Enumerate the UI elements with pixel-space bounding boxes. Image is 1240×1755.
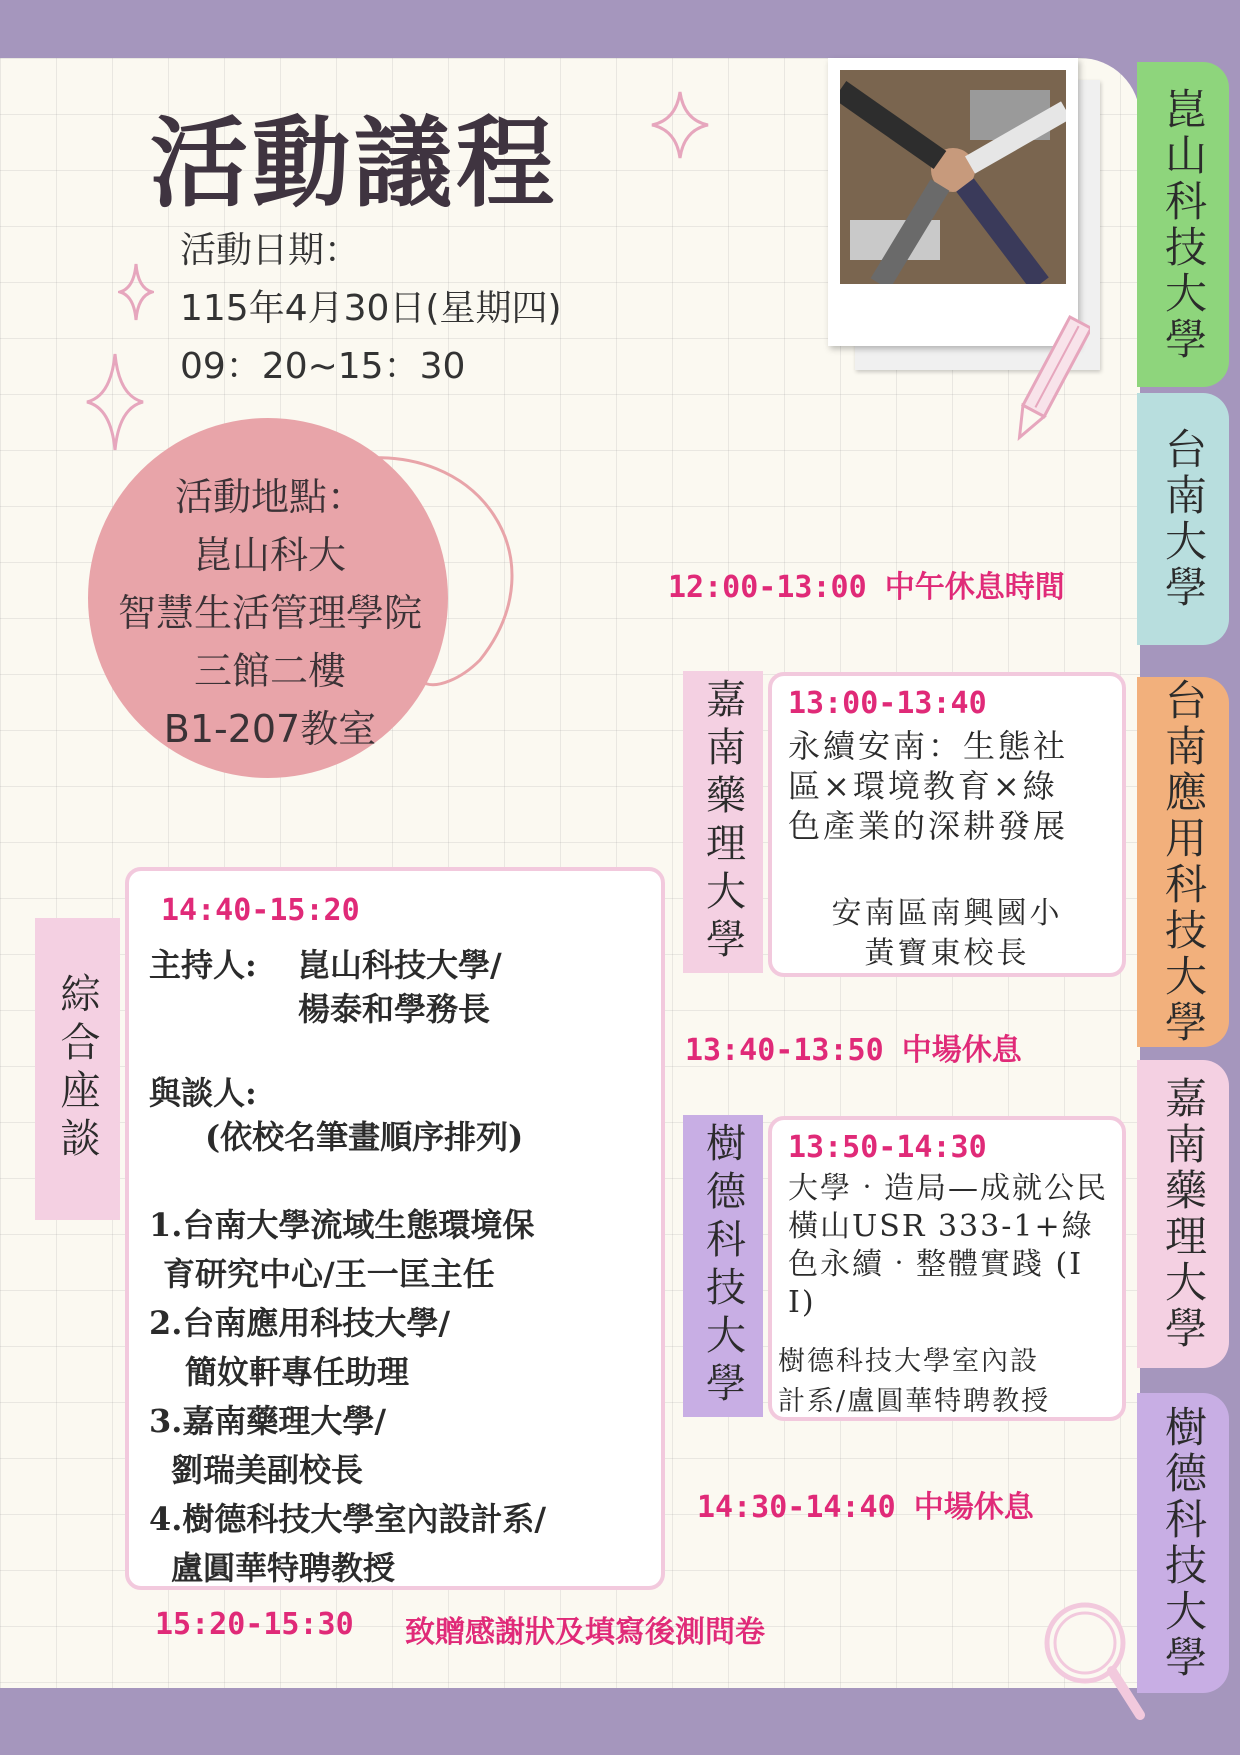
- session2-school-label: 樹德科技大學: [683, 1115, 763, 1417]
- venue-college: 智慧生活管理學院: [117, 591, 422, 635]
- closing-time: 15:20-15:30: [155, 1607, 354, 1642]
- venue-school: 崑山科大: [193, 533, 346, 577]
- pencil-icon: [1010, 305, 1090, 455]
- forum-label: 綜合座談: [35, 918, 120, 1220]
- magnifier-icon: [1040, 1595, 1150, 1730]
- session2-speaker: 樹德科技大學室內設 計系/盧圓華特聘教授: [778, 1346, 1051, 1417]
- session1-speaker: 安南區南興國小 黃寶東校長: [831, 896, 1063, 971]
- tab-shu-te[interactable]: 樹德科技大學: [1137, 1393, 1229, 1693]
- session1-card: [768, 672, 1126, 977]
- session2-card: [768, 1116, 1126, 1421]
- time-value: 09：20~15：30: [180, 346, 466, 387]
- session2-topic: 大學‧造局—成就公民橫山USR 333-1+綠色永續‧整體實踐 (II): [788, 1171, 1108, 1320]
- sparkle-icon: [650, 90, 710, 160]
- venue-text: [80, 468, 460, 758]
- panel-note: (依校名筆畫順序排列): [205, 1118, 524, 1156]
- panelist-1: 1.台南大學流域生態環境保: [149, 1206, 535, 1244]
- hands-illustration: [840, 70, 1066, 284]
- tab-tainan-applied-tech[interactable]: 台南應用科技大學: [1137, 677, 1229, 1047]
- tab-kun-shan[interactable]: 崑山科技大學: [1137, 62, 1229, 387]
- lunch-break: 12:00-13:00 中午休息時間: [668, 570, 1065, 605]
- tab-tainan-university[interactable]: 台南大學: [1137, 393, 1229, 645]
- session1-time: 13:00-13:40: [788, 686, 987, 721]
- midbreak-2: 14:30-14:40 中場休息: [697, 1490, 1034, 1525]
- forum-time: 14:40-15:20: [161, 893, 360, 928]
- date-value: 115年4月30日(星期四): [180, 288, 562, 329]
- session1-school-label: 嘉南藥理大學: [683, 671, 763, 973]
- panelist-list: 1.台南大學流域生態環境保 育研究中心/王一匡主任 2.台南應用科技大學/ 簡妏軒專任助理 3.嘉南藥理大學/ 劉瑞美副校長 4.樹德科技大學室內設計系/ 盧圓華特聘教授: [149, 1201, 659, 1593]
- session1-topic: 永續安南：生態社區×環境教育×綠色產業的深耕發展: [788, 727, 1069, 845]
- sparkle-icon: [85, 352, 145, 452]
- venue-building: 三館二樓: [193, 649, 346, 693]
- host-names: 崑山科技大學/ 楊泰和學務長: [297, 946, 502, 1028]
- forum-card: [125, 867, 665, 1590]
- forum-host: [149, 943, 502, 1031]
- page-title: 活動議程: [150, 107, 559, 221]
- venue-room: B1-207教室: [163, 707, 377, 751]
- panelist-2: 2.台南應用科技大學/: [149, 1304, 451, 1342]
- sparkle-icon: [118, 262, 154, 322]
- closing-text: 致贈感謝狀及填寫後測問卷: [405, 1615, 765, 1650]
- midbreak-1: 13:40-13:50 中場休息: [685, 1033, 1022, 1068]
- host-label: 主持人:: [149, 946, 257, 984]
- session2-time: 13:50-14:30: [788, 1130, 987, 1165]
- panelist-4: 4.樹德科技大學室內設計系/: [149, 1500, 547, 1538]
- date-label: 活動日期：: [180, 230, 361, 271]
- venue-label: 活動地點：: [174, 475, 365, 519]
- panel-label: 與談人:: [149, 1074, 257, 1112]
- teamwork-photo: [840, 70, 1066, 284]
- tab-chia-nan[interactable]: 嘉南藥理大學: [1137, 1060, 1229, 1368]
- polaroid-photo: [828, 58, 1078, 346]
- panelist-3: 3.嘉南藥理大學/: [149, 1402, 387, 1440]
- date-block: [180, 222, 562, 396]
